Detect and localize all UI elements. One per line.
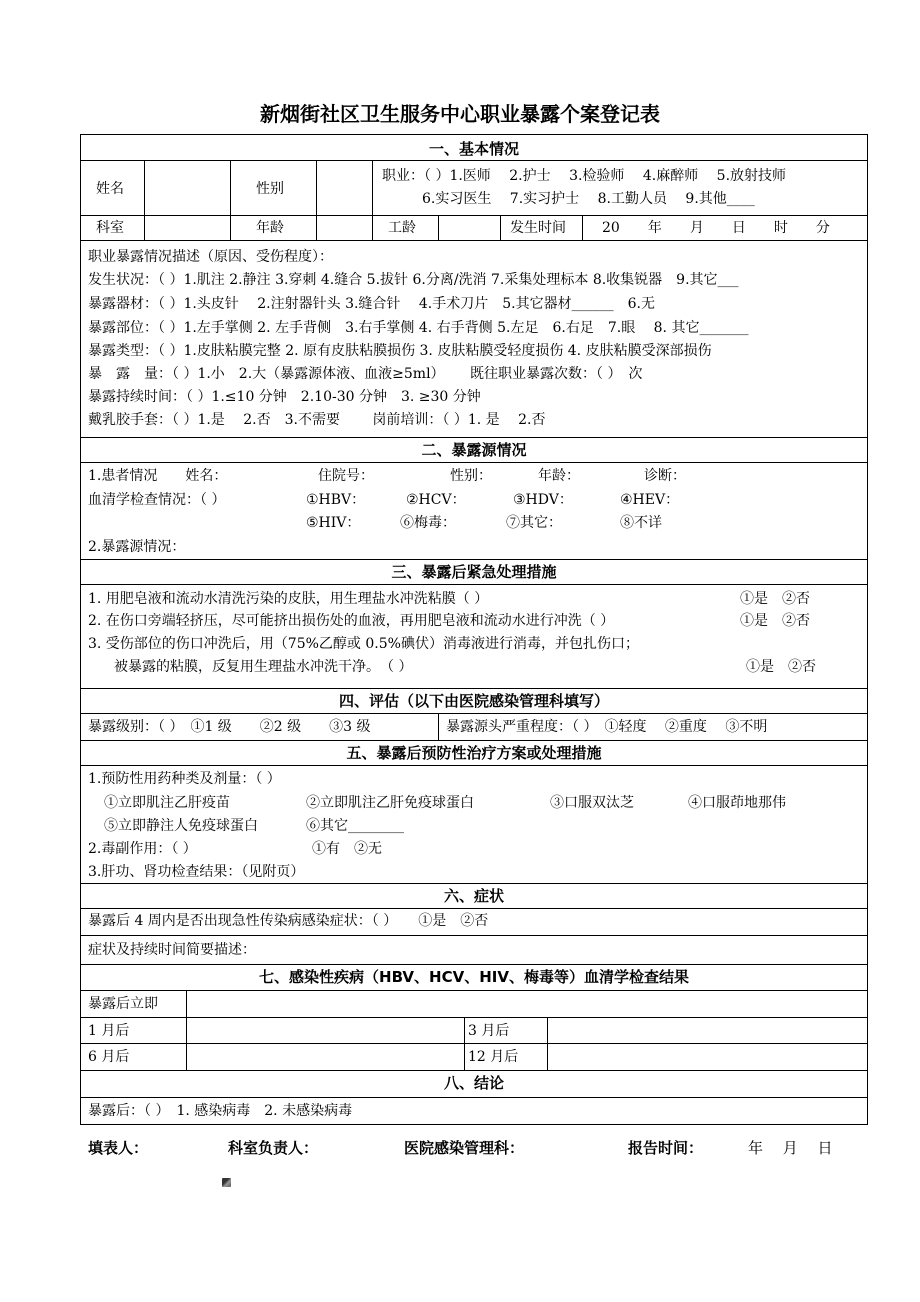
inpatient-no: 住院号：: [318, 468, 374, 484]
drug-option-4: ④口服茚地那伟: [688, 795, 786, 811]
divider: [372, 160, 373, 240]
time-value: 20 年 月 日 时 分: [602, 220, 830, 236]
opt-syphilis: ⑥梅毒：: [400, 515, 456, 531]
divider: [80, 160, 868, 161]
emergency-item-1: 1. 用肥皂液和流动水清洗污染的皮肤，用生理盐水冲洗粘膜（ ）: [88, 591, 489, 607]
opt-other: ⑦其它：: [506, 515, 562, 531]
patient-sex: 性别：: [450, 468, 492, 484]
divider: [80, 688, 868, 689]
side-effects: 2.毒副作用：（ ）: [88, 841, 197, 857]
source-severity: 暴露源头严重程度：（ ） ①轻度 ②重度 ③不明: [446, 719, 768, 735]
divider: [144, 160, 145, 240]
opt-hcv: ②HCV：: [406, 492, 466, 508]
patient-diagnosis: 诊断：: [644, 468, 686, 484]
section-assessment-header: 四、评估（以下由医院感染管理科填写）: [338, 692, 609, 710]
emergency-item-1-options: ①是 ②否: [740, 591, 810, 607]
emergency-item-3b: 被暴露的粘膜，反复用生理盐水冲洗干净。 （ ）: [114, 659, 413, 675]
divider: [80, 713, 868, 714]
divider: [80, 765, 868, 766]
opt-unknown: ⑧不详: [620, 515, 662, 531]
symptoms-question: 暴露后 4 周内是否出现急性传染病感染症状：（ ） ①是 ②否: [88, 913, 489, 929]
opt-hev: ④HEV：: [620, 492, 680, 508]
section-basic-header: 一、基本情况: [428, 140, 519, 158]
side-effects-options: ①有 ②无: [312, 841, 382, 857]
section-treatment-header: 五、暴露后预防性治疗方案或处理措施: [346, 744, 602, 762]
section-source-header: 二、暴露源情况: [421, 441, 527, 459]
divider: [80, 1043, 868, 1044]
infection-dept-label: 医院感染管理科：: [404, 1139, 525, 1157]
name-label: 姓名: [96, 181, 124, 197]
serology-6-months: 6 月后: [88, 1049, 130, 1065]
divider: [80, 1097, 868, 1098]
filler-label: 填表人：: [88, 1139, 149, 1157]
divider: [80, 437, 868, 438]
divider: [230, 160, 231, 240]
emergency-item-2-options: ①是 ②否: [740, 613, 810, 629]
desc-line: 暴露持续时间：（ ）1.≤10 分钟 2.10-30 分钟 3. ≥30 分钟: [88, 389, 481, 405]
emergency-item-3: 3. 受伤部位的伤口冲洗后，用（75%乙醇或 0.5%碘伏）消毒液进行消毒，并包扎伤口；: [88, 636, 639, 652]
sex-label: 性别: [256, 181, 284, 197]
dept-head-label: 科室负责人：: [228, 1139, 319, 1157]
divider: [582, 215, 583, 240]
drug-option-1: ①立即肌注乙肝疫苗: [104, 795, 230, 811]
divider: [80, 1070, 868, 1071]
divider: [186, 990, 187, 1070]
divider: [80, 559, 868, 560]
report-date: 年 月 日: [748, 1139, 833, 1157]
desc-line: 暴 露 量：（ ）1.小 2.大（暴露源体液、血液≥5ml） 既往职业暴露次数：（ ） 次: [88, 366, 643, 382]
divider: [438, 215, 439, 240]
desc-line: 暴露器材：（ ）1.头皮针 2.注射器针头 3.缝合针 4.手术刀片 5.其它器材______ 6.无: [88, 296, 655, 312]
section-serology-header: 七、感染性疾病（HBV、HCV、HIV、梅毒等）血清学检查结果: [259, 968, 689, 986]
divider: [80, 935, 868, 936]
divider: [80, 462, 868, 463]
seniority-label: 工龄: [388, 220, 416, 236]
drug-option-6: ⑥其它________: [306, 818, 404, 834]
divider: [80, 990, 868, 991]
drug-option-2: ②立即肌注乙肝免疫球蛋白: [306, 795, 474, 811]
desc-line: 戴乳胶手套：（ ）1.是 2.否 3.不需要 岗前培训：（ ）1. 是 2.否: [88, 412, 546, 428]
serology-1-month: 1 月后: [88, 1023, 130, 1039]
divider: [80, 964, 868, 965]
desc-line: 暴露类型：（ ）1.皮肤粘膜完整 2. 原有皮肤粘膜损伤 3. 皮肤粘膜受轻度损伤 4. 皮肤粘膜受深部损伤: [88, 343, 712, 359]
desc-line: 职业暴露情况描述（原因、受伤程度）：: [88, 249, 333, 265]
desc-line: 暴露部位：（ ）1.左手掌侧 2. 左手背侧 3.右手掌侧 4. 右手背侧 5.左足 6.右足 7.眼 8. 其它_______: [88, 320, 749, 336]
divider: [464, 1017, 465, 1070]
desc-line: 发生状况：（ ）1.肌注 2.静注 3.穿刺 4.缝合 5.拔针 6.分离/洗消 7.采集处理标本 8.收集锐器 9.其它___: [88, 272, 739, 288]
divider: [80, 240, 868, 241]
divider: [500, 215, 501, 240]
occupation-options: 职业：（ ）1.医师 2.护士 3.检验师 4.麻醉师 5.放射技师: [382, 168, 787, 184]
divider: [80, 1017, 868, 1018]
section-conclusion-header: 八、结论: [443, 1074, 504, 1092]
drug-option-5: ⑤立即静注人免疫球蛋白: [104, 818, 258, 834]
page-title: 新烟街社区卫生服务中心职业暴露个案登记表: [260, 102, 660, 126]
age-label: 年龄: [256, 220, 284, 236]
section-emergency-header: 三、暴露后紧急处理措施: [391, 563, 557, 581]
opt-hbv: ①HBV：: [306, 492, 366, 508]
serum-label: 血清学检查情况：（ ）: [88, 492, 226, 508]
divider: [80, 215, 868, 216]
image-mark-icon: [222, 1178, 231, 1187]
dept-label: 科室: [96, 220, 124, 236]
divider: [80, 883, 868, 884]
drug-option-3: ③口服双汰芝: [550, 795, 634, 811]
section-symptoms-header: 六、症状: [443, 887, 504, 905]
patient-name: 1.患者情况 姓名：: [88, 468, 228, 484]
divider: [547, 1017, 548, 1070]
opt-hiv: ⑤HIV：: [306, 515, 361, 531]
report-time-label: 报告时间：: [628, 1139, 704, 1157]
conclusion-text: 暴露后：（ ） 1. 感染病毒 2. 未感染病毒: [88, 1103, 353, 1119]
emergency-item-2: 2. 在伤口旁端轻挤压，尽可能挤出损伤处的血液，再用肥皂液和流动水进行冲洗（ ）: [88, 613, 615, 629]
occupation-options-2: 6.实习医生 7.实习护士 8.工勤人员 9.其他____: [422, 191, 755, 207]
divider: [438, 713, 439, 740]
opt-hdv: ③HDV：: [513, 492, 573, 508]
divider: [316, 160, 317, 240]
divider: [80, 908, 868, 909]
serology-3-months: 3 月后: [468, 1023, 510, 1039]
divider: [80, 740, 868, 741]
serology-immediate: 暴露后立即: [88, 996, 158, 1012]
liver-kidney: 3.肝功、肾功检查结果：（见附页）: [88, 864, 305, 880]
divider: [80, 584, 868, 585]
serology-12-months: 12 月后: [468, 1049, 519, 1065]
emergency-item-3-options: ①是 ②否: [746, 659, 816, 675]
source-label: 2.暴露源情况：: [88, 539, 186, 555]
exposure-level: 暴露级别：（ ） ①1 级 ②2 级 ③3 级: [88, 719, 371, 735]
patient-age: 年龄：: [538, 468, 580, 484]
symptoms-desc: 症状及持续时间简要描述：: [88, 942, 256, 958]
drug-label: 1.预防性用药种类及剂量：（ ）: [88, 771, 281, 787]
time-label: 发生时间: [510, 220, 566, 236]
